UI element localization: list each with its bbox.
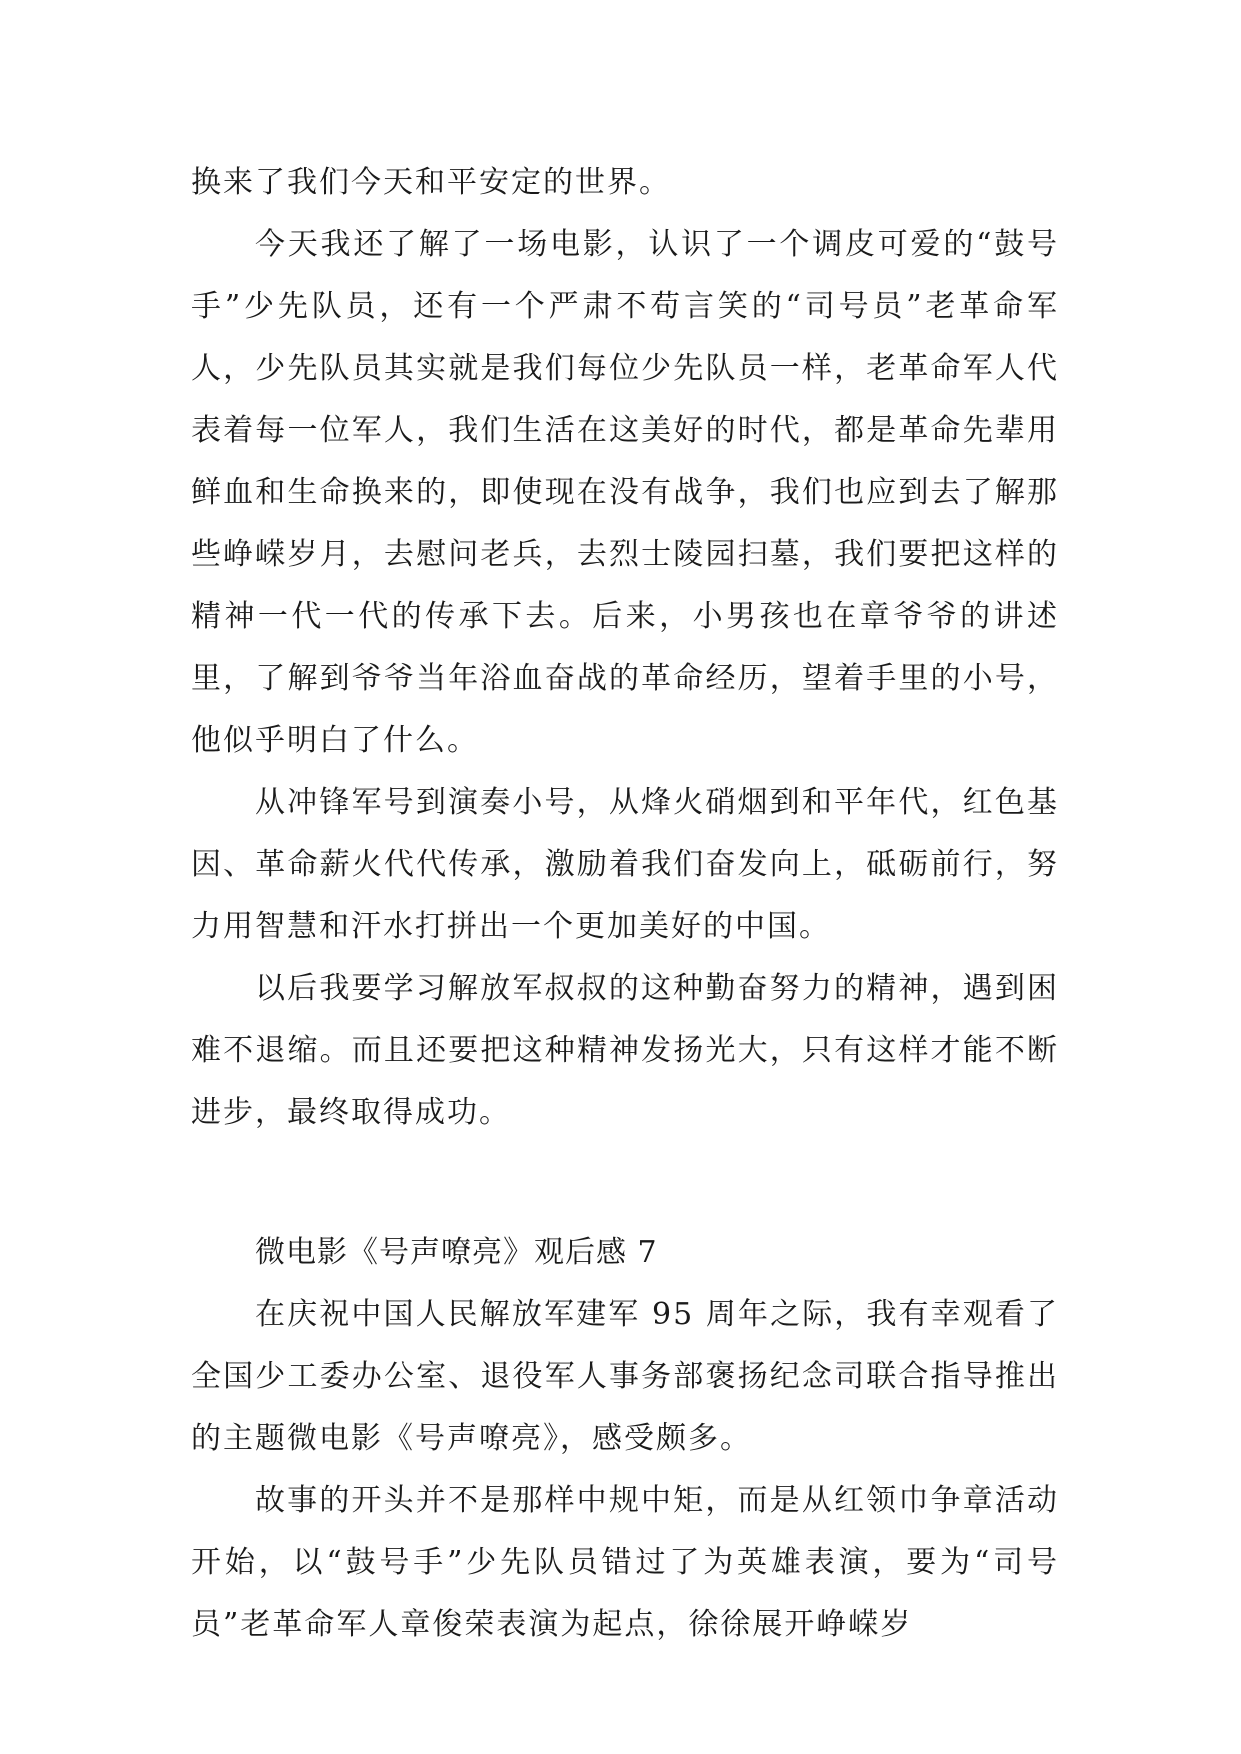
paragraph-continuation: 换来了我们今天和平安定的世界。 — [191, 165, 671, 200]
section-title: 微电影《号声嘹亮》观后感 7 — [255, 1235, 658, 1270]
document-body — [191, 152, 1059, 1656]
paragraph-resolution: 以后我要学习解放军叔叔的这种勤奋努力的精神，遇到困难不退缩。而且还要把这种精神发扬光大，只有这样才能不断进步，最终取得成功。 — [191, 971, 1059, 1130]
paragraph-red-gene: 从冲锋军号到演奏小号，从烽火硝烟到和平年代，红色基因、革命薪火代代传承，激励着我们奋发向上，砥砺前行，努力用智慧和汗水打拼出一个更加美好的中国。 — [191, 785, 1059, 944]
section-spacer — [191, 1144, 1059, 1222]
paragraph-intro-95th: 在庆祝中国人民解放军建军 95 周年之际，我有幸观看了全国少工委办公室、退役军人事务部褒扬纪念司联合指导推出的主题微电影《号声嘹亮》，感受颇多。 — [191, 1297, 1059, 1456]
paragraph-story-opening: 故事的开头并不是那样中规中矩，而是从红领巾争章活动开始，以“鼓号手”少先队员错过了为英雄表演，要为“司号员”老革命军人章俊荣表演为起点，徐徐展开峥嵘岁 — [191, 1483, 1059, 1642]
paragraph-film-reflection: 今天我还了解了一场电影，认识了一个调皮可爱的“鼓号手”少先队员，还有一个严肃不苟言笑的“司号员”老革命军人，少先队员其实就是我们每位少先队员一样，老革命军人代表着每一位军人，我们生活在这美好的时代，都是革命先辈用鲜血和生命换来的，即使现在没有战争，我们也应到去了解那些峥嵘岁月，去慰问老兵，去烈士陵园扫墓，我们要把这样的精神一代一代的传承下去。后来，小男孩也在章爷爷的讲述里，了解到爷爷当年浴血奋战的革命经历，望着手里的小号，他似乎明白了什么。 — [191, 227, 1059, 758]
